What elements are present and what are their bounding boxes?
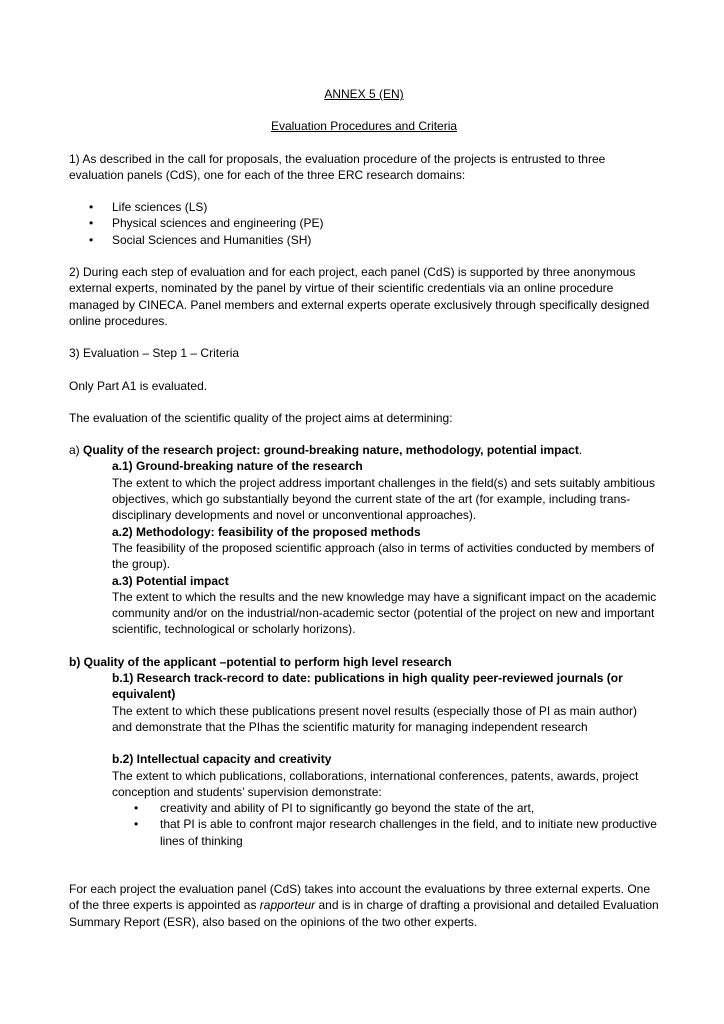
criterion-a3: [112, 573, 659, 638]
final-text-2: and is in charge of drafting a provisional and detailed Evaluation Summary Report (ESR), also based on the opinions of the two other experts.: [69, 898, 659, 929]
criterion-b1: [112, 670, 659, 735]
criterion-b2: [112, 751, 659, 849]
final-text-1: For each project the evaluation panel (CdS) takes into account the evaluations by three external experts. One of the three experts is appointed as: [69, 881, 651, 913]
rapporteur-term: rapporteur: [259, 898, 316, 913]
list-item: • Physical sciences and engineering (PE): [69, 215, 659, 231]
list-item: • Life sciences (LS): [69, 199, 659, 215]
section-a-heading: [69, 442, 659, 458]
domain-list: [69, 199, 659, 248]
paragraph-2: 2) During each step of evaluation and for each project, each panel (CdS) is supported by three anonymous external experts, nominated by the panel by virtue of their scientific credentials via an online procedure managed by CINECA. Panel members and external experts operate exclusively through specifically designed online procedures.: [69, 265, 650, 328]
list-item: • that PI is able to confront major research challenges in the field, and to initiate new productive lines of thinking: [112, 816, 659, 849]
list-item: • creativity and ability of PI to significantly go beyond the state of the art,: [112, 800, 659, 816]
criterion-title: a.3) Potential impact: [112, 573, 229, 588]
paragraph-5: The evaluation of the scientific quality of the project aims at determining:: [69, 410, 453, 425]
document-title: Evaluation Procedures and Criteria: [270, 119, 458, 134]
section-b: [69, 654, 659, 849]
criterion-a2: [112, 524, 659, 573]
criterion-a1: [112, 458, 659, 523]
document-page: [69, 86, 659, 946]
criterion-title: b.2) Intellectual capacity and creativity: [112, 752, 332, 767]
section-a-prefix: a): [69, 443, 84, 458]
paragraph-3: 3) Evaluation – Step 1 – Criteria: [69, 346, 240, 361]
section-a: [69, 442, 659, 638]
criterion-text: The extent to which publications, collaborations, international conferences, patents, awards, project conception and students’ supervision demonstrate:: [112, 768, 639, 799]
list-item: • Social Sciences and Humanities (SH): [69, 232, 659, 248]
criterion-title: a.2) Methodology: feasibility of the proposed methods: [112, 524, 421, 539]
criterion-title: a.1) Ground-breaking nature of the research: [112, 459, 363, 474]
section-b-heading: b) Quality of the applicant –potential to perform high level research: [69, 654, 452, 669]
paragraph-1: 1) As described in the call for proposals, the evaluation procedure of the projects is entrusted to three evaluation panels (CdS), one for each of the three ERC research domains:: [69, 151, 606, 182]
criterion-title: b.1) Research track-record to date: publications in high quality peer-reviewed journals (or equivalent): [112, 671, 623, 702]
criterion-text: The extent to which these publications present novel results (especially those of PI as main author) and demonstrate that the PIhas the scientific maturity for managing independent research: [112, 703, 637, 734]
section-a-title: Quality of the research project: ground-breaking nature, methodology, potential impact: [83, 443, 579, 458]
criterion-text: The feasibility of the proposed scientific approach (also in terms of activities conducted by members of the group).: [112, 540, 655, 572]
final-paragraph: [69, 881, 659, 930]
paragraph-4: Only Part A1 is evaluated.: [69, 378, 208, 393]
annex-title: ANNEX 5 (EN): [324, 87, 404, 101]
section-a-suffix: .: [578, 443, 583, 458]
criterion-text: The extent to which the results and the new knowledge may have a significant impact on the academic community and/or on the industrial/non-academic sector (potential of the project on new and important scientific, technological or scholarly horizons).: [112, 589, 657, 637]
b2-bullet-list: [112, 800, 659, 849]
criterion-text: The extent to which the project address important challenges in the field(s) and sets suitably ambitious objectives, which go substantially beyond the current state of the art (for example, including trans-disciplinary developments and novel or unconventional approaches).: [112, 475, 655, 523]
